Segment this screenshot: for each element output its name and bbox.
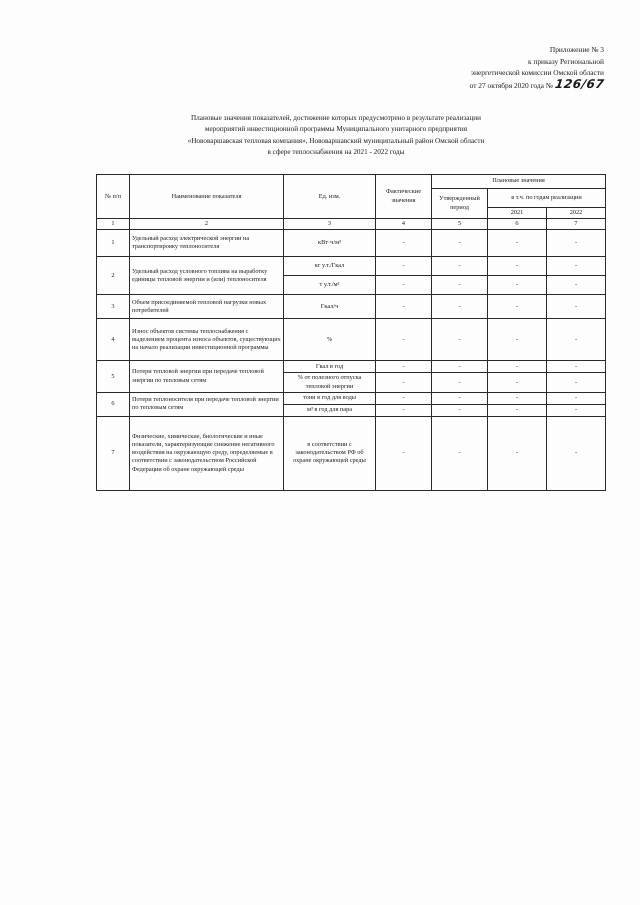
row-unit: %	[284, 319, 376, 361]
appendix-date: от 27 октября 2020 года №	[469, 80, 553, 90]
row-value: -	[488, 319, 547, 361]
row-value: -	[376, 373, 432, 392]
table-row	[97, 230, 606, 257]
row-value: -	[376, 416, 432, 490]
row-value: -	[432, 404, 488, 416]
appendix-date-line	[344, 76, 606, 92]
row-indicator-name: Потери тепловой энергии при передаче тепловой энергии по тепловым сетям	[130, 361, 284, 392]
row-unit: Гкал в год	[284, 361, 376, 373]
row-value: -	[547, 373, 606, 392]
col-num: 3	[284, 219, 376, 230]
col-num: 6	[488, 219, 547, 230]
row-num: 7	[97, 416, 130, 490]
row-unit: % от полезного отпуска тепловой энергии	[284, 373, 376, 392]
appendix-commission: энергетической комиссии Омской области	[470, 68, 604, 77]
document-title	[140, 113, 532, 159]
row-unit: м³ в год для пара	[284, 404, 376, 416]
row-unit: тонн в год для воды	[284, 392, 376, 404]
row-value: -	[488, 416, 547, 490]
row-value: -	[432, 319, 488, 361]
indicators-table	[96, 174, 606, 491]
row-value: -	[376, 361, 432, 373]
row-value: -	[376, 257, 432, 276]
row-indicator-name: Износ объектов системы теплоснабжения с выделением процента износа объектов, существующих на начало реализации инвестиционной программы	[130, 319, 284, 361]
title-line-2: мероприятий инвестиционной программы Муниципального унитарного предприятия	[204, 125, 468, 134]
row-value: -	[376, 295, 432, 319]
row-value: -	[547, 319, 606, 361]
row-unit: т у.т./м³	[284, 276, 376, 295]
row-num: 4	[97, 319, 130, 361]
row-num: 6	[97, 392, 130, 416]
column-numbers-row	[97, 219, 606, 230]
header-planned: Плановые значения	[432, 175, 606, 189]
table-row	[97, 416, 606, 490]
row-value: -	[488, 361, 547, 373]
row-value: -	[547, 230, 606, 257]
row-value: -	[547, 257, 606, 276]
row-value: -	[488, 404, 547, 416]
header-name: Наименование показателя	[130, 175, 284, 219]
row-value: -	[376, 319, 432, 361]
row-value: -	[432, 373, 488, 392]
appendix-order-ref: к приказу Региональной	[527, 56, 604, 66]
title-line-4: в сфере теплоснабжения на 2021 - 2022 годы	[267, 148, 405, 157]
row-value: -	[432, 230, 488, 257]
table-row	[97, 257, 606, 276]
col-num: 4	[376, 219, 432, 230]
row-value: -	[488, 257, 547, 276]
table-row	[97, 319, 606, 361]
col-num: 5	[432, 219, 488, 230]
row-value: -	[547, 392, 606, 404]
table-row	[97, 392, 606, 404]
row-num: 5	[97, 361, 130, 392]
row-value: -	[376, 276, 432, 295]
row-value: -	[432, 276, 488, 295]
row-value: -	[547, 416, 606, 490]
header-unit: Ед. изм.	[284, 175, 376, 219]
row-num: 1	[97, 230, 130, 257]
row-indicator-name: Удельный расход условного топлива на выработку единицы тепловой энергии и (или) теплоносителя	[130, 257, 284, 295]
col-num: 1	[97, 219, 130, 230]
row-unit: кг у.т./Гкал	[284, 257, 376, 276]
table-row	[97, 295, 606, 319]
header-approved: Утвержденный период	[432, 189, 488, 219]
row-indicator-name: Потери теплоносителя при передаче тепловой энергии по тепловым сетям	[130, 392, 284, 416]
appendix-number: Приложение № 3	[549, 45, 604, 54]
row-value: -	[376, 230, 432, 257]
header-actual: Фактические значения	[376, 175, 432, 219]
title-line-3: «Нововаршавская тепловая компания», Нововаршавский муниципальный район Омской области	[187, 136, 485, 145]
row-unit: Гкал/ч	[284, 295, 376, 319]
row-value: -	[488, 392, 547, 404]
row-value: -	[432, 392, 488, 404]
row-num: 2	[97, 257, 130, 295]
row-unit: в соответствии с законодательством РФ об охране окружающей среды	[284, 416, 376, 490]
appendix-header	[344, 44, 604, 91]
row-indicator-name: Объем присоединяемой тепловой нагрузки новых потребителей	[130, 295, 284, 319]
row-value: -	[488, 230, 547, 257]
row-value: -	[547, 404, 606, 416]
header-year-2022: 2022	[547, 208, 606, 219]
row-value: -	[547, 276, 606, 295]
row-value: -	[488, 276, 547, 295]
row-value: -	[376, 404, 432, 416]
col-num: 7	[547, 219, 606, 230]
row-unit: кВт·ч/м³	[284, 230, 376, 257]
header-year-2021: 2021	[488, 208, 547, 219]
row-value: -	[488, 295, 547, 319]
row-value: -	[432, 295, 488, 319]
header-num: № п/п	[97, 175, 130, 219]
row-indicator-name: Физические, химические, биологические и иные показатели, характеризующие снижение негативного воздействия на окружающую среду, определяемые в соответствии с законодательством Российской Федерации об охране окружающей среды	[130, 416, 284, 490]
table-row	[97, 361, 606, 373]
row-value: -	[432, 361, 488, 373]
row-value: -	[376, 392, 432, 404]
title-line-1: Плановые значения показателей, достижение которых предусмотрено в результате реализации	[190, 114, 482, 122]
col-num: 2	[130, 219, 284, 230]
handwritten-order-number: 126/67	[553, 76, 606, 91]
row-num: 3	[97, 295, 130, 319]
row-value: -	[432, 257, 488, 276]
row-value: -	[488, 373, 547, 392]
row-indicator-name: Удельный расход электрической энергии на транспортировку теплоносителя	[130, 230, 284, 257]
row-value: -	[547, 295, 606, 319]
row-value: -	[547, 361, 606, 373]
header-by-years: в т.ч. по годам реализации	[488, 189, 606, 208]
row-value: -	[432, 416, 488, 490]
